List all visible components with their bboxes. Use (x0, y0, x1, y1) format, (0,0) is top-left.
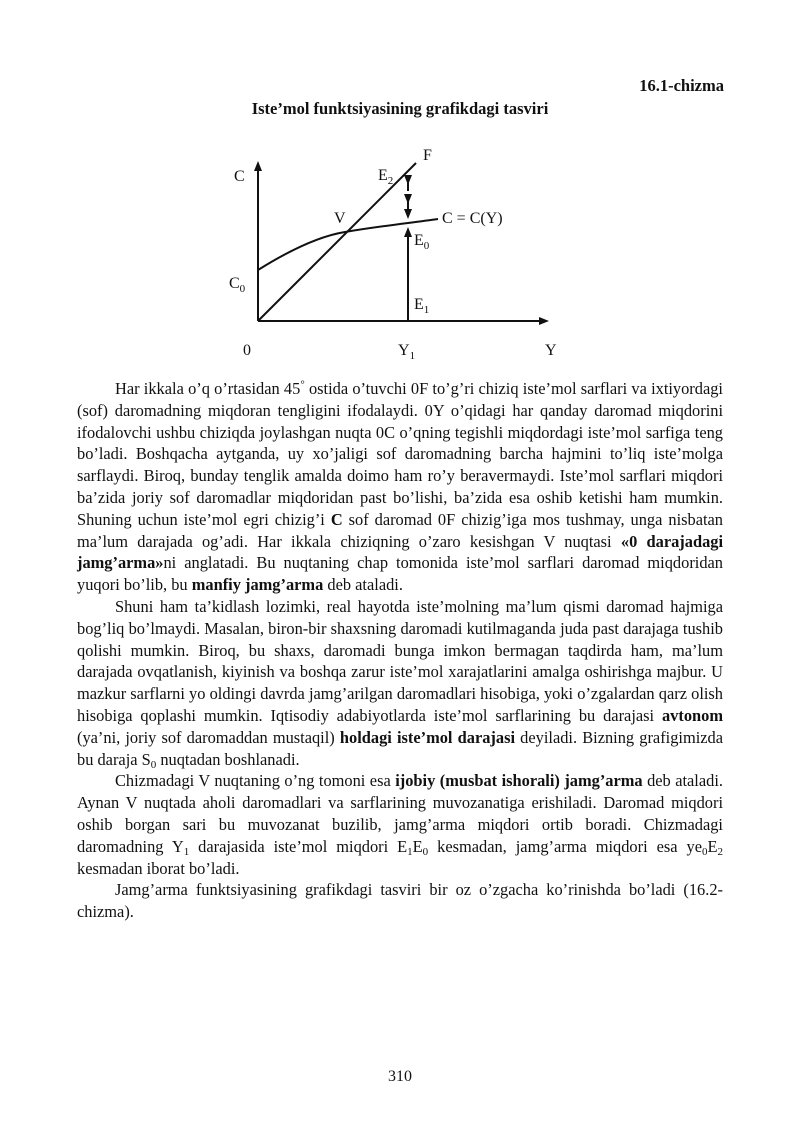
figure-number: 16.1-chizma (639, 76, 724, 95)
label-y1: $Y_1$ (398, 342, 416, 362)
label-v: V (334, 210, 346, 227)
text-segment: 1 (183, 845, 190, 858)
text-segment: 0 (422, 845, 429, 858)
label-e0: $E_0$ (414, 232, 430, 252)
label-f: F (423, 147, 432, 164)
text-segment: kesmadan iborat bo’ladi. (77, 858, 240, 878)
text-segment: ni anglatadi. Bu nuqtaning chap tomonida iste’mol sarflari daromad miqdoridan yuqori bo’lib, bu (77, 553, 723, 595)
text-segment: deyiladi. Bizning grafigimizda bu daraja S (77, 727, 723, 769)
paragraph (77, 770, 723, 879)
text-segment: Chizmadagi V nuqtaning o’ng tomoni esa (115, 771, 396, 791)
text-segment: 0 (701, 845, 708, 858)
text-segment: darajasida iste’mol miqdori E (189, 836, 408, 856)
label-e2: $E_2$ (378, 167, 394, 187)
text-segment: deb ataladi. Aynan V nuqtada aholi daromadlari va sarflarining muvozanatiga erishiladi. Daromad miqdori oshib borgan sari bu muvozanat buzilib, jamg’arma miqdori ortib boradi. Chizmadagi daromadning Y (77, 771, 723, 856)
text-segment: ostida o’tuvchi 0F to’g’ri chiziq iste’mol sarflari va ixtiyordagi (sof) daromadning miqdoran tengligini ifodalaydi. 0Y o’qidagi har qanday daromad miqdorini ifodalovchi ushbu chiziqda joylashgan nuqta 0C o’qning tegishli miqdordagi iste’mol sarfiga teng bo’ladi. Boshqacha aytganda, uy xo’jaligi sof daromadning barcha hajmini to’liq iste’molga sarflaydi. Biroq, bunday tenglik amalda doimo ham ro’y beravermaydi. Iste’mol sarflari miqdori ba’zida joriy sof daromadlar miqdoridan past bo’lishi, ba’zida esa oshib ketishi ham mumkin. Shuning uchun iste’mol egri chizig’i (77, 379, 723, 529)
text-segment: ° (300, 378, 305, 391)
text-segment: 1 (407, 845, 413, 858)
bold-term: manfiy jamg’arma (191, 575, 324, 595)
page-number: 310 (388, 1068, 412, 1085)
label-c-axis: C (234, 168, 245, 185)
figure-title: Iste’mol funktsiyasining grafikdagi tasviri (251, 99, 549, 118)
text-segment: 2 (717, 845, 723, 858)
bold-term: ijobiy (musbat ishorali) jamg’arma (395, 771, 643, 791)
text-segment: sof daromad 0F chizig’iga mos tushmay, unga nisbatan ma’lum darajada og’adi. Har ikkala chiziqning o’zaro kesishgan V nuqtasi (77, 509, 723, 551)
text-segment: Shuni ham ta’kidlash lozimki, real hayotda iste’molning ma’lum qismi daromad hajmiga bog’liq bo’lmaydi. Masalan, biron-bir shaxsning daromadi kutilmaganda juda past darajaga tushib qolishi mumkin. Biroq, bu shaxs, daromadi bunga imkon bermagan taqdirda ham, ma’lum darajada ovqatlanish, kiyinish va boshqa zarur iste’mol xarajatlarini amalga oshirishga majbur. U mazkur sarflarni yo oldingi davrda jamg’arilgan daromadlari hisobiga, yoki o’zgalardan qarz olish hisobiga qoplashi mumkin. Iqtisodiy adabiyotlarda iste’mol sarflarining bu darajasi (77, 596, 723, 725)
text-segment: deb ataladi. (323, 575, 403, 595)
consumption-function-diagram (0, 130, 800, 370)
label-y-axis: Y (545, 342, 557, 359)
paragraph (77, 879, 723, 923)
body-text (77, 378, 723, 923)
paragraph (77, 596, 723, 770)
text-segment: Jamg’arma funktsiyasining grafikdagi tasviri bir oz o’zgacha ko’rinishda bo’ladi (16.2-chizma). (77, 880, 723, 922)
text-segment: E (412, 836, 423, 856)
label-e1: $E_1$ (414, 296, 430, 316)
paragraph (77, 378, 723, 596)
text-segment: 0 (150, 758, 157, 771)
bold-term: holdagi iste’mol darajasi (339, 727, 516, 747)
bold-term: C (330, 509, 343, 529)
text-segment: E (707, 836, 718, 856)
label-curve: C = C(Y) (442, 210, 503, 227)
label-c0: $C_0$ (229, 275, 246, 295)
label-origin: 0 (243, 342, 251, 359)
text-segment: Har ikkala o’q o’rtasidan 45 (115, 379, 301, 398)
consumption-curve (258, 219, 438, 270)
text-segment: (ya’ni, joriy sof daromaddan mustaqil) (77, 727, 340, 747)
bold-term: avtonom (661, 705, 723, 725)
text-segment: nuqtadan boshlanadi. (156, 749, 300, 769)
text-segment: kesmadan, jamg’arma miqdori esa ye (428, 836, 702, 856)
bold-term: «0 darajadagi jamg’arma» (77, 531, 724, 573)
